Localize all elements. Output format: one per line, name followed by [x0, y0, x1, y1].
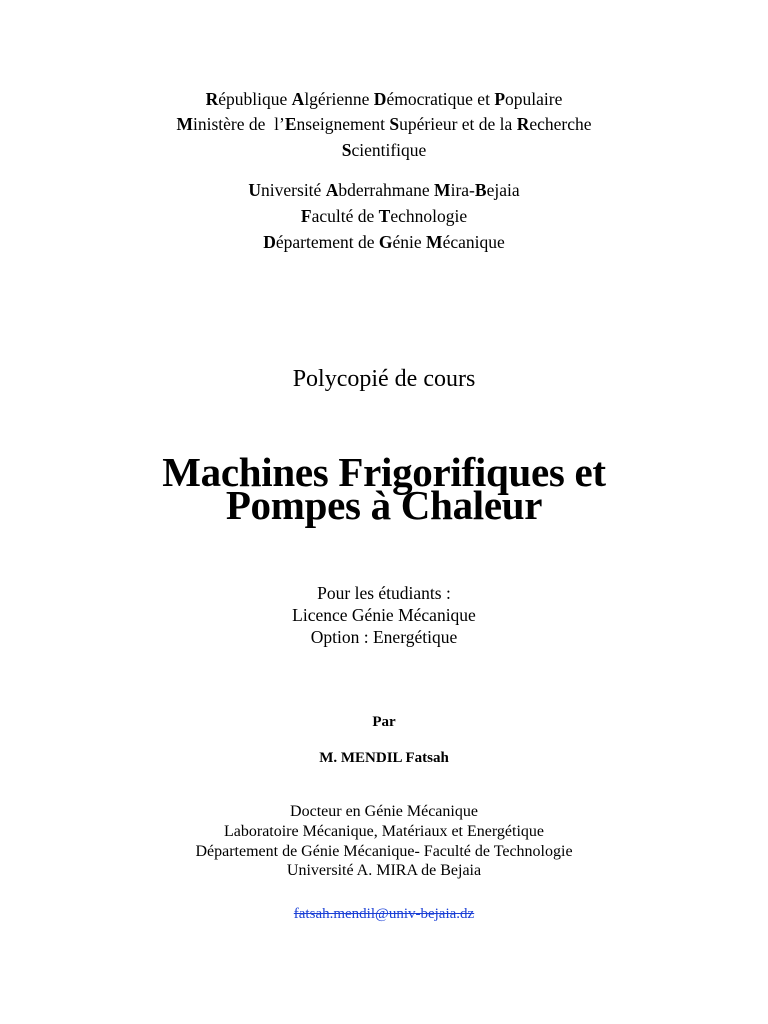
audience-line-2: Licence Génie Mécanique — [292, 605, 476, 625]
word-rest: ira- — [450, 180, 475, 200]
initial-letter: S — [389, 114, 400, 134]
header-republic — [0, 88, 768, 110]
word-rest: énie — [392, 232, 427, 252]
word-rest: echerche — [529, 114, 592, 134]
header-university — [0, 179, 768, 201]
audience-line-1: Pour les étudiants : — [317, 583, 451, 603]
audience-line-3: Option : Energétique — [310, 627, 458, 647]
word-rest: aculté de — [311, 206, 379, 226]
email-link[interactable]: fatsah.mendil@univ-bejaia.dz — [293, 906, 475, 922]
initial-letter: U — [248, 180, 262, 200]
word-rest: écanique — [442, 232, 505, 252]
word-rest: épartement de — [275, 232, 379, 252]
word-rest: lgérienne — [304, 89, 374, 109]
word-rest: niversité — [261, 180, 326, 200]
initial-letter: G — [378, 232, 393, 252]
author-name: M. MENDIL Fatsah — [319, 750, 449, 766]
initial-letter: P — [494, 89, 506, 109]
word-rest: opulaire — [505, 89, 563, 109]
initial-letter: F — [300, 206, 312, 226]
initial-letter: A — [325, 180, 339, 200]
affiliation-university: Université A. MIRA de Bejaia — [286, 862, 482, 879]
word-rest: émocratique et — [386, 89, 495, 109]
initial-letter: D — [373, 89, 387, 109]
header-ministry — [0, 113, 768, 135]
initial-letter: M — [426, 232, 443, 252]
initial-letter: R — [205, 89, 219, 109]
affiliation-degree: Docteur en Génie Mécanique — [290, 803, 478, 820]
initial-letter: D — [263, 232, 276, 252]
initial-letter: T — [378, 206, 391, 226]
word-rest: cientifique — [351, 140, 427, 160]
initial-letter: E — [284, 114, 297, 134]
header-department — [0, 231, 768, 253]
affiliation-department: Département de Génie Mécanique- Faculté de Technologie — [195, 843, 573, 860]
initial-letter: B — [474, 180, 487, 200]
header-faculty — [0, 205, 768, 227]
email-container — [0, 904, 768, 924]
word-rest: ejaia — [486, 180, 520, 200]
by-label: Par — [372, 714, 396, 730]
document-title-line-1: Machines Frigorifiques et — [162, 449, 606, 495]
initial-letter: A — [291, 89, 305, 109]
document-title-line-2: Pompes à Chaleur — [225, 482, 543, 528]
document-type: Polycopié de cours — [292, 366, 476, 392]
header-ministry-continued — [0, 139, 768, 161]
initial-letter: S — [341, 140, 352, 160]
word-rest: upérieur et de la — [399, 114, 517, 134]
affiliation-laboratory: Laboratoire Mécanique, Matériaux et Energétique — [223, 823, 544, 840]
word-rest: echnologie — [390, 206, 468, 226]
initial-letter: M — [176, 114, 194, 134]
word-rest: bderrahmane — [338, 180, 435, 200]
initial-letter: M — [434, 180, 451, 200]
word-rest: épublique — [218, 89, 292, 109]
word-rest: inistère de l’ — [193, 114, 285, 134]
initial-letter: R — [516, 114, 530, 134]
word-rest: nseignement — [296, 114, 390, 134]
